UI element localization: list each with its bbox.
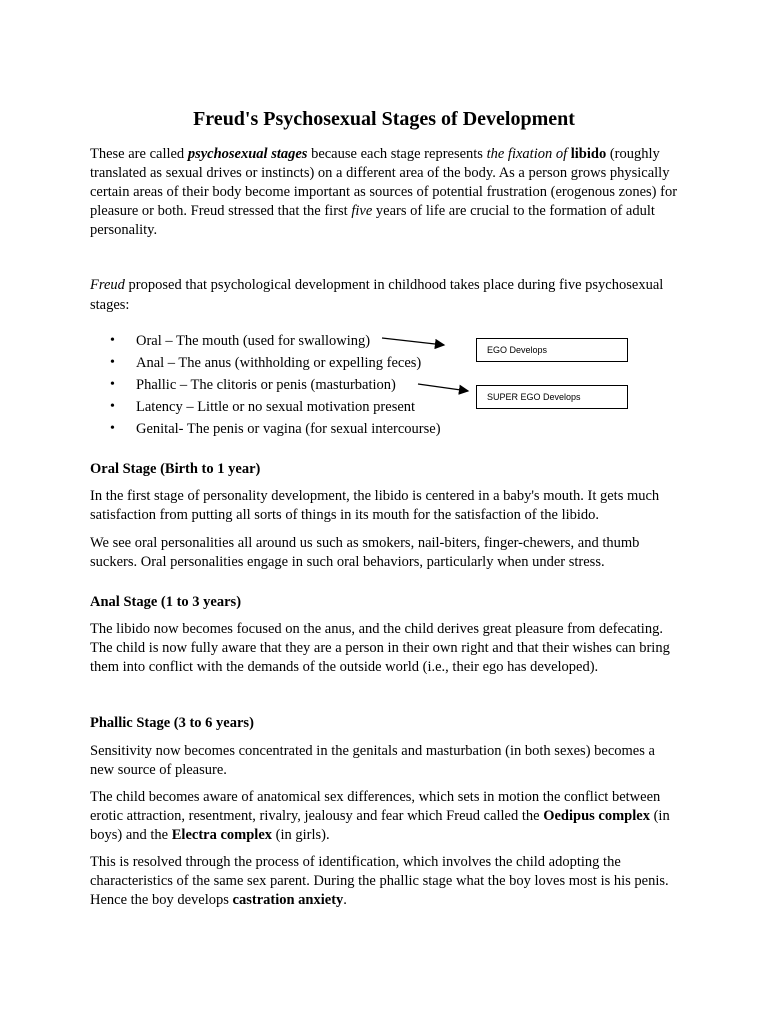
bullet-icon: • [110,333,115,348]
proposal-text: proposed that psychological development in childhood takes place during five psychosexual stages: [90,277,664,313]
stage-label: Latency – Little or no sexual motivation present [136,399,416,415]
phallic-text: (in girls). [272,827,330,843]
ego-develops-box: EGO Develops [476,338,628,362]
intro-term: psychosexual stages [187,146,308,162]
phallic-paragraph-3 [90,853,680,910]
stage-label: Genital- The penis or vagina (for sexual intercourse) [136,421,441,437]
intro-text: These are called [90,146,188,162]
phallic-text: This is resolved through the process of identification, which involves the child adopting the characteristics of the same sex parent. During the phallic stage what the boy loves most is his penis. Hence the boy develops [90,854,669,908]
intro-emphasis: five [351,203,373,219]
oral-heading: Oral Stage (Birth to 1 year) [90,461,261,477]
anal-paragraph-1: The libido now becomes focused on the anus, and the child derives great pleasure from defecating. The child is now fully aware that they are a person in their own right and that their wishes can bring them into conflict with the demands of the outside world (i.e., their ego has developed). [90,621,670,675]
intro-emphasis: the fixation of [486,146,571,162]
stage-label: Oral – The mouth (used for swallowing) [136,333,371,349]
phallic-text: (in boys) and the [90,808,670,843]
superego-arrow [418,384,468,391]
intro-text: because each stage represents [307,146,487,162]
ego-arrow [382,338,444,345]
phallic-paragraph-2 [90,788,680,845]
castration-anxiety-term: castration anxiety [232,892,344,908]
oedipus-term: Oedipus complex [543,808,650,824]
stage-label: Anal – The anus (withholding or expelling feces) [136,355,422,371]
electra-term: Electra complex [171,827,273,843]
intro-term: libido [570,146,607,162]
phallic-text: The child becomes aware of anatomical sex differences, which sets in motion the conflict between erotic attraction, resentment, rivalry, jealousy and fear which Freud called the [90,789,661,824]
bullet-icon: • [110,399,115,414]
bullet-icon: • [110,355,115,370]
bullet-icon: • [110,377,115,392]
oral-paragraph-1: In the first stage of personality development, the libido is centered in a baby's mouth. It gets much satisfaction from putting all sorts of things in its mouth for the satisfaction of the libido. [90,488,660,523]
phallic-text: . [343,892,347,908]
proposal-name: Freud [90,277,125,293]
phallic-paragraph-1: Sensitivity now becomes concentrated in the genitals and masturbation (in both sexes) becomes a new source of pleasure. [90,743,655,778]
oral-paragraph-2: We see oral personalities all around us such as smokers, nail-biters, finger-chewers, and thumb suckers. Oral personalities engage in such oral behaviors, particularly when under stress. [90,535,640,570]
superego-develops-box: SUPER EGO Develops [476,385,628,409]
bullet-icon: • [110,421,115,436]
intro-text: years of life are crucial to the formation of adult personality. [90,203,655,238]
phallic-heading: Phallic Stage (3 to 6 years) [90,715,254,731]
intro-text: (roughly translated as sexual drives or instincts) on a different area of the body. As a person grows physically certain areas of their body become important as sources of potential frustration (erogenous zones) for pleasure or both. Freud stressed that the first [90,146,678,219]
anal-heading: Anal Stage (1 to 3 years) [90,594,242,610]
stage-label: Phallic – The clitoris or penis (masturbation) [136,377,396,393]
page-title: Freud's Psychosexual Stages of Development [193,108,575,130]
